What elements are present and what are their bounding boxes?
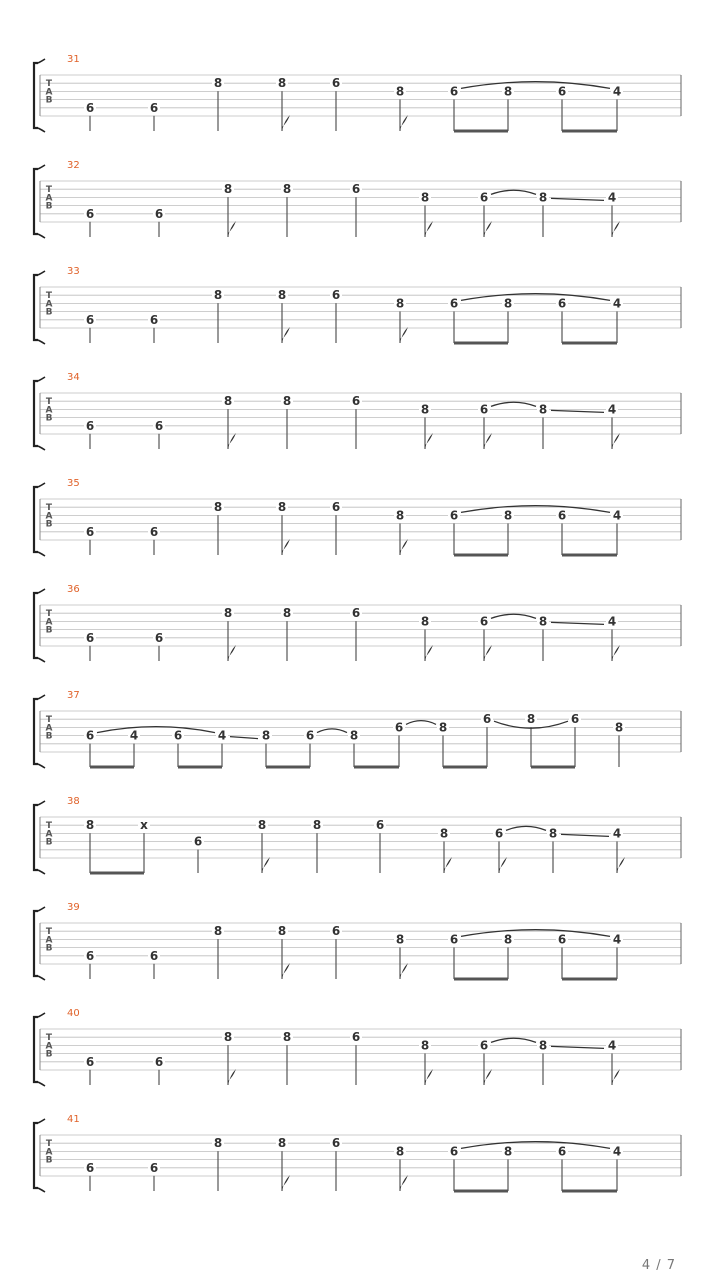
fret-number: 6 [375, 818, 385, 833]
system-bracket [34, 593, 38, 658]
bracket-hook-top [38, 907, 45, 911]
fret-number: 8 [257, 818, 267, 833]
note-flag [400, 115, 408, 131]
tab-clef-letter: A [45, 405, 53, 416]
tab-clef-letter: B [45, 943, 53, 954]
system-bracket [34, 1123, 38, 1188]
system-bracket [34, 275, 38, 340]
note-flag [228, 221, 236, 237]
fret-number: 8 [223, 606, 233, 621]
slide-line [561, 834, 609, 836]
fret-number: 6 [85, 1054, 95, 1069]
fret-number: 6 [193, 834, 203, 849]
slide-line [230, 737, 258, 739]
fret-number: 6 [570, 712, 580, 727]
bracket-hook-bottom [38, 234, 45, 238]
fret-number: 6 [557, 84, 567, 99]
fret-number: 8 [349, 728, 359, 743]
fret-number: 6 [154, 418, 164, 433]
slide-line [551, 410, 604, 412]
fret-number: 4 [612, 296, 622, 311]
system-bracket [34, 169, 38, 234]
fret-number: 8 [503, 1144, 513, 1159]
tab-clef-letter: A [45, 1147, 53, 1158]
tab-clef-letter: T [45, 291, 53, 302]
tab-clef-letter: T [45, 609, 53, 620]
fret-number: 6 [85, 312, 95, 327]
fret-number: 6 [479, 402, 489, 417]
fret-number: 6 [149, 1160, 159, 1175]
tab-clef-letter: T [45, 185, 53, 196]
fret-number: 8 [277, 1136, 287, 1151]
system-bracket [34, 381, 38, 446]
tab-clef-letter: A [45, 617, 53, 628]
fret-number: 8 [503, 932, 513, 947]
note-flag [425, 221, 433, 237]
note-flag [484, 433, 492, 449]
fret-number: 4 [217, 728, 227, 743]
fret-number: 6 [394, 720, 404, 735]
fret-number: 6 [154, 630, 164, 645]
fret-number: 6 [85, 206, 95, 221]
fret-number: 8 [538, 190, 548, 205]
tab-clef-letter: A [45, 829, 53, 840]
tab-clef-letter: B [45, 625, 53, 636]
fret-number: 6 [173, 728, 183, 743]
fret-number: 6 [331, 1136, 341, 1151]
fret-number: 6 [331, 924, 341, 939]
fret-number: 8 [439, 826, 449, 841]
fret-number: 8 [438, 720, 448, 735]
tie-arc [461, 82, 610, 89]
fret-number: 8 [548, 826, 558, 841]
tie-arc [491, 402, 536, 406]
fret-number: 8 [395, 508, 405, 523]
fret-number: 4 [612, 932, 622, 947]
fret-number: 8 [223, 1030, 233, 1045]
fret-number: 6 [557, 508, 567, 523]
bracket-hook-bottom [38, 552, 45, 556]
slide-line [551, 622, 604, 624]
fret-number: 4 [607, 190, 617, 205]
measure-number: 31 [67, 54, 80, 65]
fret-number: 4 [612, 826, 622, 841]
fret-number: 8 [538, 614, 548, 629]
bracket-hook-top [38, 589, 45, 593]
bracket-hook-top [38, 1013, 45, 1017]
measure-number: 33 [67, 266, 80, 277]
note-flag [444, 857, 452, 873]
fret-number: 4 [607, 614, 617, 629]
fret-number: 8 [395, 1144, 405, 1159]
fret-number: 6 [149, 524, 159, 539]
note-flag [612, 645, 620, 661]
bracket-hook-top [38, 483, 45, 487]
fret-number: 8 [395, 84, 405, 99]
fret-number: 8 [282, 1030, 292, 1045]
tie-arc [317, 729, 347, 733]
fret-number: 8 [282, 182, 292, 197]
note-flag [425, 433, 433, 449]
note-flag [425, 645, 433, 661]
fret-number: 6 [482, 712, 492, 727]
fret-number: 6 [331, 76, 341, 91]
fret-number: 6 [149, 312, 159, 327]
note-flag [499, 857, 507, 873]
fret-number: 8 [420, 1038, 430, 1053]
note-flag [228, 645, 236, 661]
fret-number: 6 [149, 100, 159, 115]
tab-clef-letter: A [45, 1041, 53, 1052]
bracket-hook-top [38, 801, 45, 805]
note-flag [400, 539, 408, 555]
fret-number: 6 [305, 728, 315, 743]
fret-number: 8 [503, 84, 513, 99]
fret-number: 8 [277, 500, 287, 515]
fret-number: 8 [395, 296, 405, 311]
bracket-hook-bottom [38, 976, 45, 980]
fret-number: 4 [612, 84, 622, 99]
fret-number: 6 [479, 190, 489, 205]
fret-number: 8 [503, 296, 513, 311]
measure-number: 34 [67, 372, 80, 383]
note-flag [282, 327, 290, 343]
fret-number: 6 [154, 206, 164, 221]
measure-number: 41 [67, 1114, 80, 1125]
note-flag [484, 221, 492, 237]
measure-number: 37 [67, 690, 80, 701]
note-flag [484, 1069, 492, 1085]
fret-number: 6 [557, 932, 567, 947]
bracket-hook-top [38, 59, 45, 63]
tab-clef-letter: B [45, 519, 53, 530]
fret-number: x [140, 818, 148, 833]
tab-clef-letter: A [45, 299, 53, 310]
note-flag [617, 857, 625, 873]
fret-number: 6 [557, 1144, 567, 1159]
note-flag [282, 963, 290, 979]
fret-number: 8 [614, 720, 624, 735]
tab-clef-letter: B [45, 731, 53, 742]
fret-number: 6 [85, 728, 95, 743]
fret-number: 4 [612, 1144, 622, 1159]
note-flag [400, 327, 408, 343]
bracket-hook-top [38, 1119, 45, 1123]
fret-number: 8 [312, 818, 322, 833]
note-flag [484, 645, 492, 661]
fret-number: 6 [557, 296, 567, 311]
fret-number: 8 [213, 76, 223, 91]
fret-number: 8 [503, 508, 513, 523]
fret-number: 4 [129, 728, 139, 743]
system-bracket [34, 805, 38, 870]
fret-number: 6 [479, 614, 489, 629]
tab-clef-letter: T [45, 1139, 53, 1150]
tie-arc [506, 826, 546, 830]
fret-number: 4 [607, 402, 617, 417]
fret-number: 8 [538, 402, 548, 417]
fret-number: 6 [85, 948, 95, 963]
tab-clef-letter: A [45, 935, 53, 946]
tab-clef-letter: B [45, 413, 53, 424]
fret-number: 6 [85, 630, 95, 645]
bracket-hook-top [38, 695, 45, 699]
fret-number: 6 [154, 1054, 164, 1069]
fret-number: 6 [449, 296, 459, 311]
fret-number: 8 [420, 614, 430, 629]
slide-line [551, 198, 604, 200]
fret-number: 6 [494, 826, 504, 841]
note-flag [400, 963, 408, 979]
system-bracket [34, 911, 38, 976]
tab-clef-letter: A [45, 511, 53, 522]
fret-number: 8 [277, 924, 287, 939]
fret-number: 6 [331, 288, 341, 303]
measure-number: 35 [67, 478, 80, 489]
tie-arc [461, 1142, 610, 1149]
bracket-hook-bottom [38, 446, 45, 450]
tab-clef-letter: B [45, 95, 53, 106]
fret-number: 8 [213, 1136, 223, 1151]
fret-number: 6 [351, 606, 361, 621]
bracket-hook-bottom [38, 128, 45, 132]
fret-number: 8 [420, 402, 430, 417]
measure-number: 38 [67, 796, 80, 807]
bracket-hook-top [38, 377, 45, 381]
fret-number: 6 [85, 100, 95, 115]
fret-number: 8 [395, 932, 405, 947]
fret-number: 8 [526, 712, 536, 727]
slide-line [551, 1046, 604, 1048]
fret-number: 6 [351, 1030, 361, 1045]
page-number: 4 / 7 [641, 1258, 676, 1273]
fret-number: 6 [449, 508, 459, 523]
fret-number: 6 [85, 1160, 95, 1175]
system-bracket [34, 63, 38, 128]
fret-number: 8 [420, 190, 430, 205]
tab-clef-letter: A [45, 87, 53, 98]
fret-number: 6 [351, 394, 361, 409]
note-flag [612, 433, 620, 449]
tie-arc [461, 294, 610, 301]
tab-clef-letter: B [45, 1155, 53, 1166]
system-bracket [34, 487, 38, 552]
tab-clef-letter: T [45, 927, 53, 938]
fret-number: 8 [223, 182, 233, 197]
tab-clef-letter: T [45, 79, 53, 90]
fret-number: 6 [85, 418, 95, 433]
fret-number: 8 [282, 394, 292, 409]
note-flag [282, 539, 290, 555]
tab-clef-letter: B [45, 837, 53, 848]
measure-number: 40 [67, 1008, 80, 1019]
fret-number: 8 [85, 818, 95, 833]
tie-arc [491, 1038, 536, 1042]
note-flag [612, 221, 620, 237]
fret-number: 8 [261, 728, 271, 743]
note-flag [400, 1175, 408, 1191]
bracket-hook-top [38, 165, 45, 169]
system-bracket [34, 699, 38, 764]
tie-arc [461, 930, 610, 937]
tab-clef-letter: T [45, 503, 53, 514]
fret-number: 8 [213, 500, 223, 515]
tab-clef-letter: A [45, 723, 53, 734]
fret-number: 6 [449, 1144, 459, 1159]
bracket-hook-bottom [38, 1082, 45, 1086]
note-flag [282, 115, 290, 131]
fret-number: 6 [85, 524, 95, 539]
tab-clef-letter: B [45, 201, 53, 212]
tie-arc [406, 721, 436, 725]
fret-number: 8 [223, 394, 233, 409]
tab-clef-letter: T [45, 821, 53, 832]
note-flag [425, 1069, 433, 1085]
note-flag [228, 1069, 236, 1085]
bracket-hook-bottom [38, 340, 45, 344]
fret-number: 8 [282, 606, 292, 621]
tab-clef-letter: T [45, 715, 53, 726]
fret-number: 6 [449, 932, 459, 947]
fret-number: 8 [213, 288, 223, 303]
measure-number: 39 [67, 902, 80, 913]
system-bracket [34, 1017, 38, 1082]
fret-number: 8 [277, 288, 287, 303]
fret-number: 6 [149, 948, 159, 963]
bracket-hook-bottom [38, 870, 45, 874]
fret-number: 6 [479, 1038, 489, 1053]
fret-number: 8 [277, 76, 287, 91]
fret-number: 6 [449, 84, 459, 99]
tab-clef-letter: A [45, 193, 53, 204]
note-flag [262, 857, 270, 873]
bracket-hook-bottom [38, 658, 45, 662]
tab-clef-letter: T [45, 397, 53, 408]
fret-number: 4 [612, 508, 622, 523]
bracket-hook-top [38, 271, 45, 275]
note-flag [282, 1175, 290, 1191]
note-flag [612, 1069, 620, 1085]
tab-clef-letter: T [45, 1033, 53, 1044]
note-flag [228, 433, 236, 449]
fret-number: 4 [607, 1038, 617, 1053]
tie-arc [491, 190, 536, 194]
fret-number: 8 [213, 924, 223, 939]
tab-clef-letter: B [45, 1049, 53, 1060]
bracket-hook-bottom [38, 764, 45, 768]
bracket-hook-bottom [38, 1188, 45, 1192]
measure-number: 36 [67, 584, 80, 595]
tie-arc [461, 506, 610, 513]
measure-number: 32 [67, 160, 80, 171]
fret-number: 6 [331, 500, 341, 515]
tab-clef-letter: B [45, 307, 53, 318]
fret-number: 8 [538, 1038, 548, 1053]
fret-number: 6 [351, 182, 361, 197]
tie-arc [491, 614, 536, 618]
